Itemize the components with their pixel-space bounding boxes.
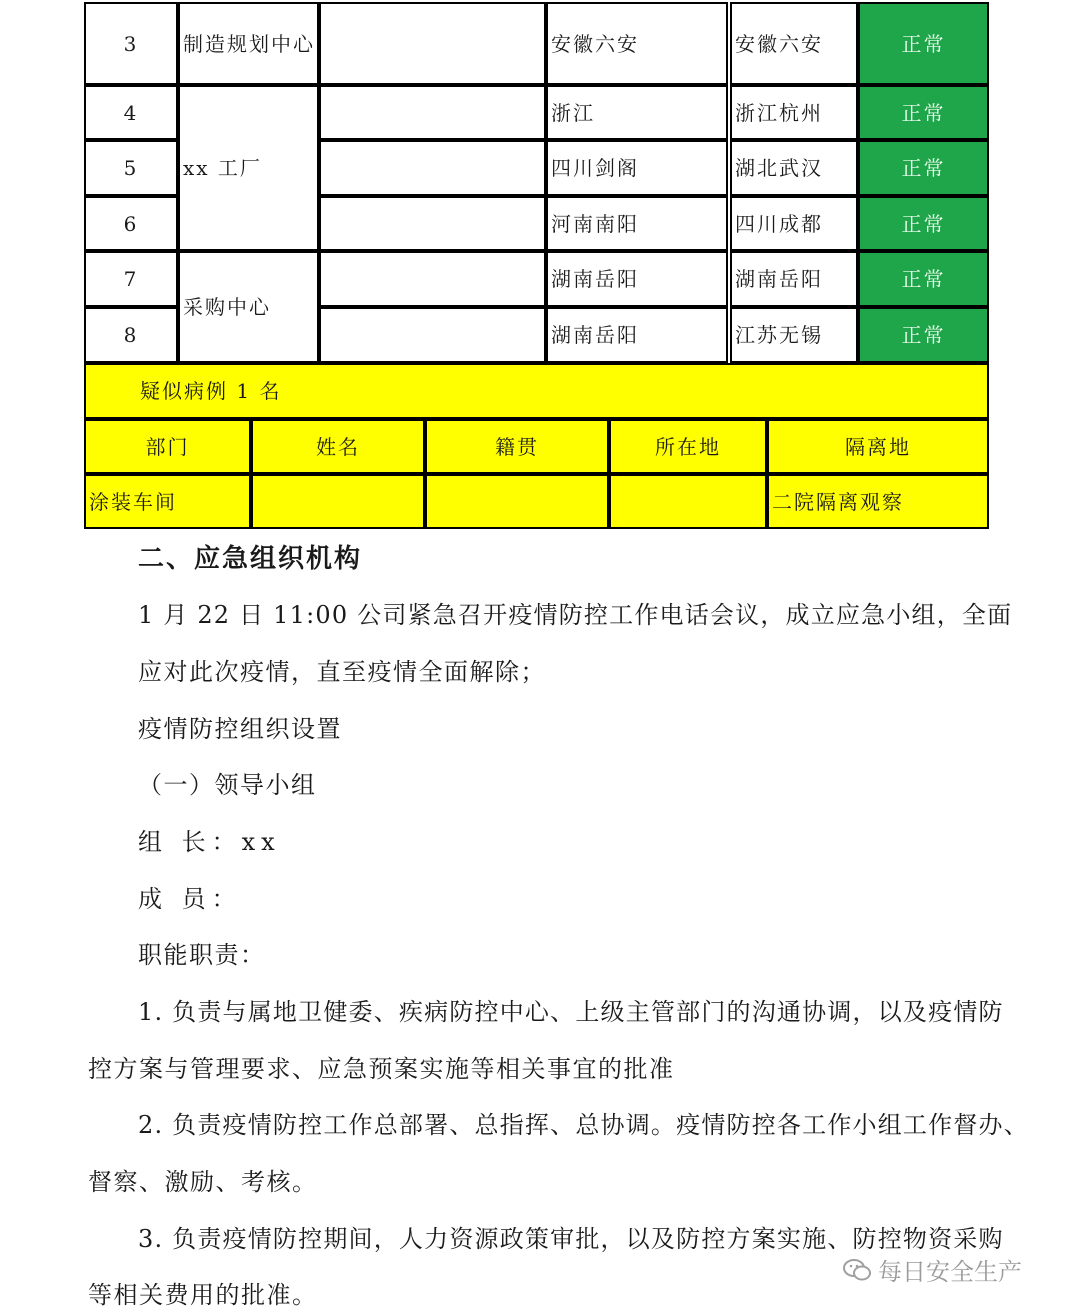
header-dept: 部门 [84, 419, 251, 474]
paragraph-meeting-line1 [138, 601, 1013, 629]
paragraph-org-setup: 疫情防控组织设置 [138, 715, 342, 743]
table-cell-dept: 制造规划中心 [178, 2, 319, 85]
table-cell-location: 浙江杭州 [730, 85, 858, 140]
watermark-text: 每日安全生产 [878, 1258, 1022, 1286]
table-cell-place: 浙江 [546, 85, 728, 140]
duty-item-2-line2: 督察、激励、考核。 [88, 1168, 318, 1196]
wechat-icon [842, 1257, 872, 1283]
duty-item-3-line2: 等相关费用的批准。 [88, 1281, 318, 1309]
status-badge: 正常 [858, 2, 989, 85]
watermark [842, 1252, 1022, 1287]
table-cell-place: 河南南阳 [546, 196, 728, 251]
header-location: 所在地 [609, 419, 767, 474]
case-location [609, 474, 767, 529]
table-cell-blank [319, 2, 546, 85]
header-origin: 籍贯 [425, 419, 609, 474]
duty-item-1-line2: 控方案与管理要求、应急预案实施等相关事宜的批准 [88, 1055, 675, 1083]
table-cell-dept: 采购中心 [178, 251, 319, 363]
status-badge: 正常 [858, 307, 989, 363]
table-cell-blank [319, 196, 546, 251]
header-name: 姓名 [251, 419, 425, 474]
suspected-case-title [84, 363, 989, 419]
table-cell-place: 湖南岳阳 [546, 251, 728, 307]
duty-item-3-line1: 3. 负责疫情防控期间，人力资源政策审批，以及防控方案实施、防控物资采购 [138, 1225, 1004, 1253]
case-name [251, 474, 425, 529]
table-cell-dept: xx 工厂 [178, 85, 319, 251]
duty-item-2-line1: 2. 负责疫情防控工作总部署、总指挥、总协调。疫情防控各工作小组工作督办、 [138, 1111, 1029, 1139]
table-cell-no: 6 [84, 196, 178, 251]
duty-item-1-line1: 1. 负责与属地卫健委、疾病防控中心、上级主管部门的沟通协调，以及疫情防 [138, 998, 1004, 1026]
status-badge: 正常 [858, 85, 989, 140]
subheading-leader-group: （一）领导小组 [138, 771, 317, 799]
paragraph-text: 1 月 22 日 11:00 公司紧急召开疫情防控工作电话会议，成立应急小组，全面 [138, 601, 1013, 629]
table-cell-location: 安徽六安 [730, 2, 858, 85]
group-leader: 组 长：xx [138, 828, 281, 856]
header-isolation: 隔离地 [767, 419, 989, 474]
table-cell-blank [319, 85, 546, 140]
status-badge: 正常 [858, 251, 989, 307]
paragraph-meeting-line2: 应对此次疫情，直至疫情全面解除； [138, 658, 546, 686]
duties-label: 职能职责： [138, 941, 266, 969]
table-cell-no: 3 [84, 2, 178, 85]
table-cell-location: 湖南岳阳 [730, 251, 858, 307]
table-cell-place: 湖南岳阳 [546, 307, 728, 363]
table-cell-blank [319, 307, 546, 363]
suspected-case-text: 疑似病例 1 名 [140, 379, 282, 403]
status-badge: 正常 [858, 196, 989, 251]
case-dept: 涂装车间 [84, 474, 251, 529]
table-cell-location: 江苏无锡 [730, 307, 858, 363]
group-members: 成 员： [138, 885, 242, 913]
case-origin [425, 474, 609, 529]
case-isolation: 二院隔离观察 [767, 474, 989, 529]
table-cell-place: 四川剑阁 [546, 140, 728, 196]
table-cell-no: 5 [84, 140, 178, 196]
table-cell-location: 湖北武汉 [730, 140, 858, 196]
table-cell-no: 7 [84, 251, 178, 307]
status-badge: 正常 [858, 140, 989, 196]
table-cell-blank [319, 140, 546, 196]
table-cell-no: 4 [84, 85, 178, 140]
table-cell-location: 四川成都 [730, 196, 858, 251]
table-cell-blank [319, 251, 546, 307]
section-heading: 二、应急组织机构 [138, 544, 363, 574]
table-cell-no: 8 [84, 307, 178, 363]
table-cell-place: 安徽六安 [546, 2, 728, 85]
